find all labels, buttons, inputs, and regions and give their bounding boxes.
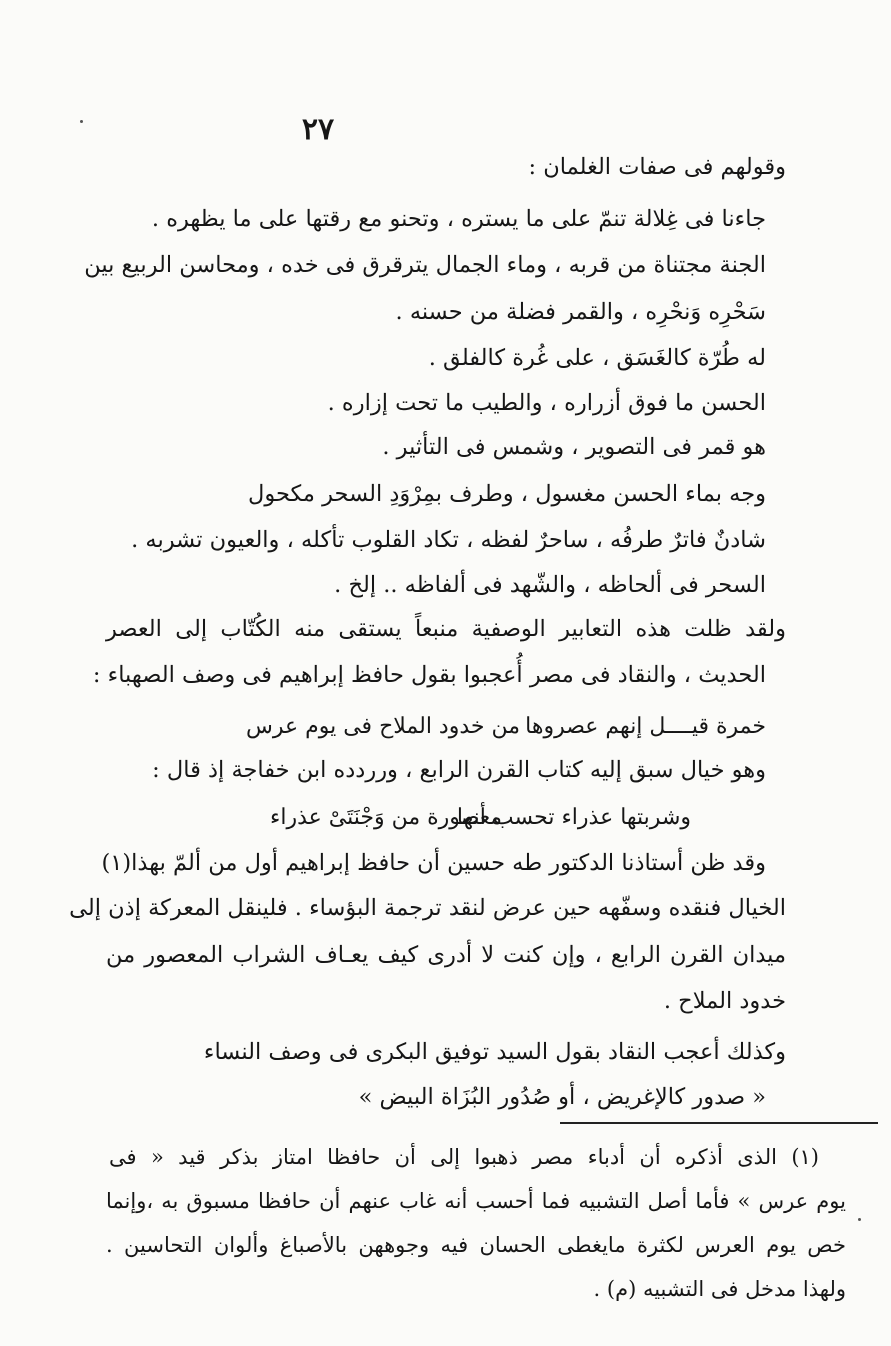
quoted-phrase: « صدور كالإغريض ، أو صُدُور البُزَاة البيض » <box>358 1084 766 1110</box>
verse-hemistich-left: معصورة من وَجْنَتَىْ عذراء <box>270 805 503 830</box>
description-line: الحسن ما فوق أزراره ، والطيب ما تحت إزاره . <box>327 390 766 416</box>
scan-speck <box>80 120 83 123</box>
section-intro: وقولهم فى صفات الغلمان : <box>528 154 786 180</box>
paragraph-line: ولقد ظلت هذه التعابير الوصفية منبعاً يستقى منه الكُتّاب إلى العصر <box>106 616 786 642</box>
paragraph-line: وهو خيال سبق إليه كتاب القرن الرابع ، ورردده ابن خفاجة إذ قال : <box>152 757 766 783</box>
description-line: سَحْرِه وَنحْرِه ، والقمر فضلة من حسنه . <box>395 299 766 325</box>
verse-hemistich-right: خمرة قيــــل إنهم عصروها <box>525 714 766 739</box>
footnote-line: (١) الذى أذكره أن أدباء مصر ذهبوا إلى أن حافظا امتاز بذكر قيد « فى <box>109 1145 819 1169</box>
description-line: له طُرّة كالغَسَق ، على غُرة كالفلق . <box>428 345 766 371</box>
verse-hemistich-left: من خدود الملاح فى يوم عرس <box>246 714 521 739</box>
paragraph-line: وكذلك أعجب النقاد بقول السيد توفيق البكرى فى وصف النساء <box>203 1039 786 1065</box>
paragraph-line: وقد ظن أستاذنا الدكتور طه حسين أن حافظ إبراهيم أول من ألمّ بهذا(١) <box>101 850 766 876</box>
page-number: ٢٧ <box>301 112 335 147</box>
footnote-line: خص يوم العرس لكثرة مايغطى الحسان فيه وجوههن بالأصباغ وألوان التحاسين . <box>106 1233 846 1257</box>
paragraph-line: الحديث ، والنقاد فى مصر أُعجبوا بقول حافظ إبراهيم فى وصف الصهباء : <box>92 662 766 688</box>
description-line: الجنة مجتناة من قربه ، وماء الجمال يترقرق فى خده ، ومحاسن الربيع بين <box>84 252 766 278</box>
paragraph-line: ميدان القرن الرابع ، وإن كنت لا أدرى كيف يعـاف الشراب المعصور من <box>106 942 786 968</box>
description-line: جاءنا فى غِلالة تنمّ على ما يستره ، وتحنو مع رقتها على ما يظهره . <box>151 206 766 232</box>
paragraph-line: خدود الملاح . <box>663 988 786 1014</box>
footnote-line: يوم عرس » فأما أصل التشبيه فما أحسب أنه غاب عنهم أن حافظا مسبوق به ،وإنما <box>106 1189 846 1213</box>
footnote-divider <box>560 1122 878 1124</box>
description-line: السحر فى ألحاظه ، والشّهد فى ألفاظه .. إلخ . <box>334 572 766 598</box>
verse-hemistich-right: وشربتها عذراء تحسب أنها <box>456 805 691 830</box>
scan-speck <box>858 1218 861 1221</box>
footnote-line: ولهذا مدخل فى التشبيه (م) . <box>593 1277 846 1301</box>
paragraph-line: الخيال فنقده وسفّهه حين عرض لنقد ترجمة البؤساء . فلينقل المعركة إذن إلى <box>69 895 786 921</box>
description-line: وجه بماء الحسن مغسول ، وطرف بمِرْوَدِ السحر مكحول <box>248 481 766 507</box>
description-line: هو قمر فى التصوير ، وشمس فى التأثير . <box>382 434 766 460</box>
description-line: شادنٌ فاترٌ طرفُه ، ساحرٌ لفظه ، تكاد القلوب تأكله ، والعيون تشربه . <box>131 527 766 553</box>
